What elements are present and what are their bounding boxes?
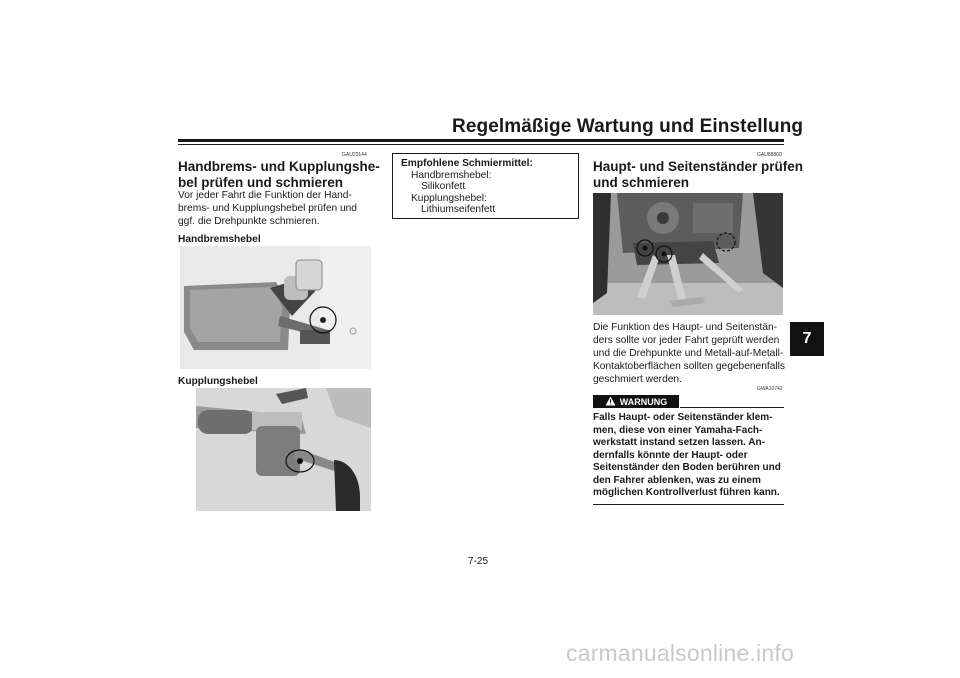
section-code: GAU88860	[757, 152, 782, 158]
levers-body-text	[178, 189, 357, 228]
clutch-lever-photo	[196, 388, 371, 511]
warning-line: Falls Haupt- oder Seitenständer klem-	[593, 412, 773, 423]
warning-line: werkstatt instand setzen lassen. An-	[593, 437, 765, 448]
header-rule-thin	[178, 144, 784, 145]
heading-line: Haupt- und Seitenständer prüfen	[593, 159, 804, 174]
stands-body-text	[593, 321, 785, 386]
lubricant-title: Empfohlene Schmiermittel:	[401, 158, 533, 169]
body-line: und die Drehpunkte und Metall-auf-Metall-	[593, 348, 784, 359]
lubricant-clutch-label: Kupplungshebel:	[411, 192, 487, 204]
watermark: carmanualsonline.info	[566, 640, 794, 666]
body-line: brems- und Kupplungshebel prüfen und	[178, 203, 357, 214]
warning-label: WARNUNG	[619, 396, 668, 407]
warning-text	[593, 412, 785, 500]
lubricant-clutch-value: Lithiumseifenfett	[421, 204, 496, 215]
header-rule	[178, 139, 784, 142]
label-clutch-lever: Kupplungshebel	[178, 376, 258, 387]
lubricant-brake-value: Silikonfett	[421, 181, 466, 192]
warning-line: den Fahrer ablenken, was zu einem	[593, 474, 761, 486]
body-line: ders sollte vor jeder Fahrt geprüft werden	[593, 335, 780, 346]
warning-line: dernfalls könnte der Haupt- oder	[593, 449, 748, 461]
body-line: Kontaktoberflächen sollten gegebenenfalls	[593, 361, 786, 372]
warning-triangle-icon	[605, 396, 616, 408]
warning-line: Seitenständer den Boden berühren und	[593, 462, 781, 473]
heading-line: bel prüfen und schmieren	[178, 174, 344, 190]
warning-rule-top	[680, 407, 784, 408]
lubricant-box	[392, 153, 579, 219]
warning-code: GWA10742	[757, 386, 783, 392]
warning-badge	[593, 395, 679, 408]
body-line: Vor jeder Fahrt die Funktion der Hand-	[178, 190, 352, 201]
page-number: 7-25	[468, 556, 489, 567]
warning-rule-bottom	[593, 504, 784, 505]
section-code: GAU23144	[342, 152, 367, 158]
warning-line: men, diese von einer Yamaha-Fach-	[593, 424, 763, 436]
stand-photo	[593, 193, 783, 315]
heading-line: Handbrems- und Kupplungshe-	[178, 159, 380, 174]
chapter-tab[interactable]: 7	[790, 322, 824, 356]
heading-line: und schmieren	[593, 174, 690, 190]
body-line: geschmiert werden.	[593, 374, 682, 385]
section-heading-levers	[178, 159, 380, 190]
label-brake-lever: Handbremshebel	[178, 234, 261, 245]
lubricant-brake-label: Handbremshebel:	[411, 169, 492, 181]
page-title: Regelmäßige Wartung und Einstellung	[452, 116, 804, 137]
body-line: Die Funktion des Haupt- und Seitenstän-	[593, 322, 778, 333]
section-heading-stands	[593, 159, 803, 190]
body-line: ggf. die Drehpunkte schmieren.	[178, 216, 320, 227]
brake-lever-photo	[180, 246, 371, 369]
warning-line: möglichen Kontrollverlust führen kann.	[593, 487, 780, 498]
